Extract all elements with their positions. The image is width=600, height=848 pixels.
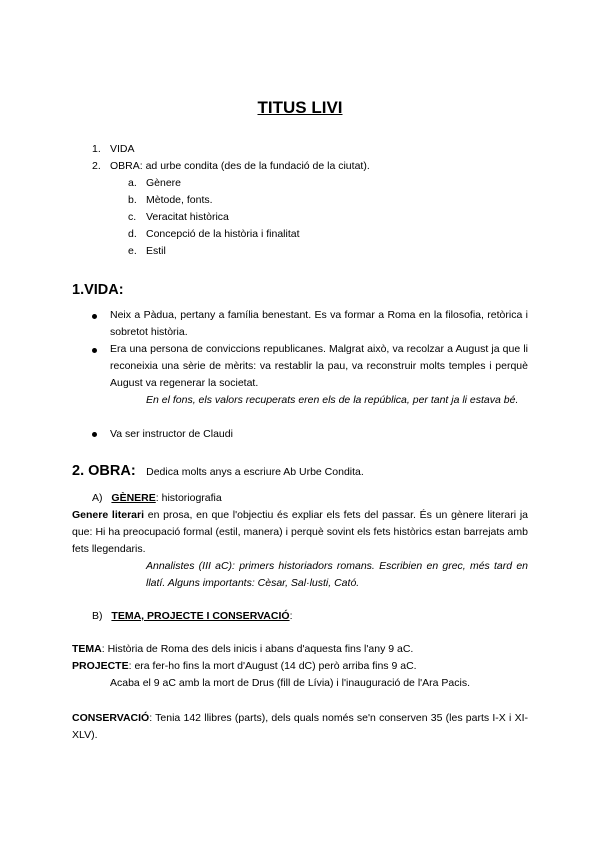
genere-text: en prosa, en que l'objectiu és expliar els fets del passar. És un gènere literari ja que: Hi ha preocupació formal (estil, manera) i perquè sovint els fets històrics estan barrejats amb fets llegendaris.: [72, 509, 529, 555]
section-heading-obra: 2. OBRA:: [72, 463, 136, 479]
bullet-icon: [92, 432, 97, 437]
projecte-label: PROJECTE: [72, 660, 129, 672]
annalistes-note: Annalistes (III aC): primers historiadors romans. Escribien en grec, més tard en llatí. Alguns importants: Cèsar, Sal·lusti, Cató.: [146, 560, 528, 589]
section-b-label: TEMA, PROJECTE I CONSERVACIÓ: [111, 610, 290, 622]
vida-bullet-1: Neix a Pàdua, pertany a família benestant. Es va formar a Roma en la filosofia, retòrica i sobretot història.: [110, 309, 528, 338]
tema-label: TEMA: [72, 643, 102, 655]
page-title: TITUS LIVI: [257, 98, 343, 117]
vida-note: En el fons, els valors recuperats eren els de la república, per tant ja li estava bé.: [146, 394, 519, 406]
section-a-label: GÈNERE: [111, 492, 156, 504]
vida-bullet-3: Va ser instructor de Claudi: [110, 428, 233, 440]
section-a-text: : historiografia: [155, 492, 222, 504]
projecte-continuation: Acaba el 9 aC amb la mort de Drus (fill de Lívia) i l'inauguració de l'Ara Pacis.: [110, 677, 471, 689]
outline-subitem: Concepció de la història i finalitat: [146, 228, 300, 240]
outline-subitem: Veracitat històrica: [146, 211, 229, 223]
outline-sub-marker: e.: [128, 245, 137, 257]
conservacio-text: : Tenia 142 llibres (parts), dels quals només se'n conserven 35 (les parts I-X i XI-XLV).: [72, 712, 528, 741]
genere-label: Genere literari: [72, 509, 145, 521]
section-b: [92, 608, 292, 625]
conservacio-paragraph: [72, 710, 528, 744]
obra-heading-line: [72, 462, 364, 481]
genere-paragraph: [72, 507, 528, 558]
outline-marker: 1.: [92, 143, 101, 155]
bullet-icon: [92, 348, 97, 353]
outline-sub-marker: c.: [128, 211, 137, 223]
vida-bullet-2: Era una persona de conviccions republicanes. Malgrat això, va recolzar a August ja que li reconeixia una sèrie de mèrits: va restablir la pau, va reconstruir molts temples i perquè August va regenerar la societat.: [110, 343, 528, 389]
outline-subitem: Estil: [146, 245, 166, 257]
conservacio-label: CONSERVACIÓ: [72, 712, 150, 724]
bullet-icon: [92, 314, 97, 319]
outline-item-vida: VIDA: [110, 143, 135, 155]
section-heading-vida: 1.VIDA:: [72, 282, 124, 298]
outline-item-obra: OBRA: ad urbe condita (des de la fundació de la ciutat).: [110, 160, 370, 172]
outline-sub-marker: a.: [128, 177, 137, 189]
outline-subitem: Mètode, fonts.: [146, 194, 213, 206]
section-b-text: :: [289, 610, 293, 622]
tema-line: [72, 641, 413, 658]
outline-sub-marker: b.: [128, 194, 137, 206]
tema-text: : Història de Roma des dels inicis i abans d'aquesta fins l'any 9 aC.: [101, 643, 414, 655]
section-b-marker: B): [92, 610, 103, 622]
section-a-marker: A): [92, 492, 103, 504]
outline-marker: 2.: [92, 160, 101, 172]
outline-subitem: Gènere: [146, 177, 182, 189]
projecte-line: [72, 658, 417, 675]
section-a: [92, 490, 222, 507]
outline-sub-marker: d.: [128, 228, 137, 240]
projecte-text: : era fer-ho fins la mort d'August (14 dC) però arriba fins 9 aC.: [128, 660, 417, 672]
obra-intro: Dedica molts anys a escriure Ab Urbe Condita.: [146, 466, 364, 478]
